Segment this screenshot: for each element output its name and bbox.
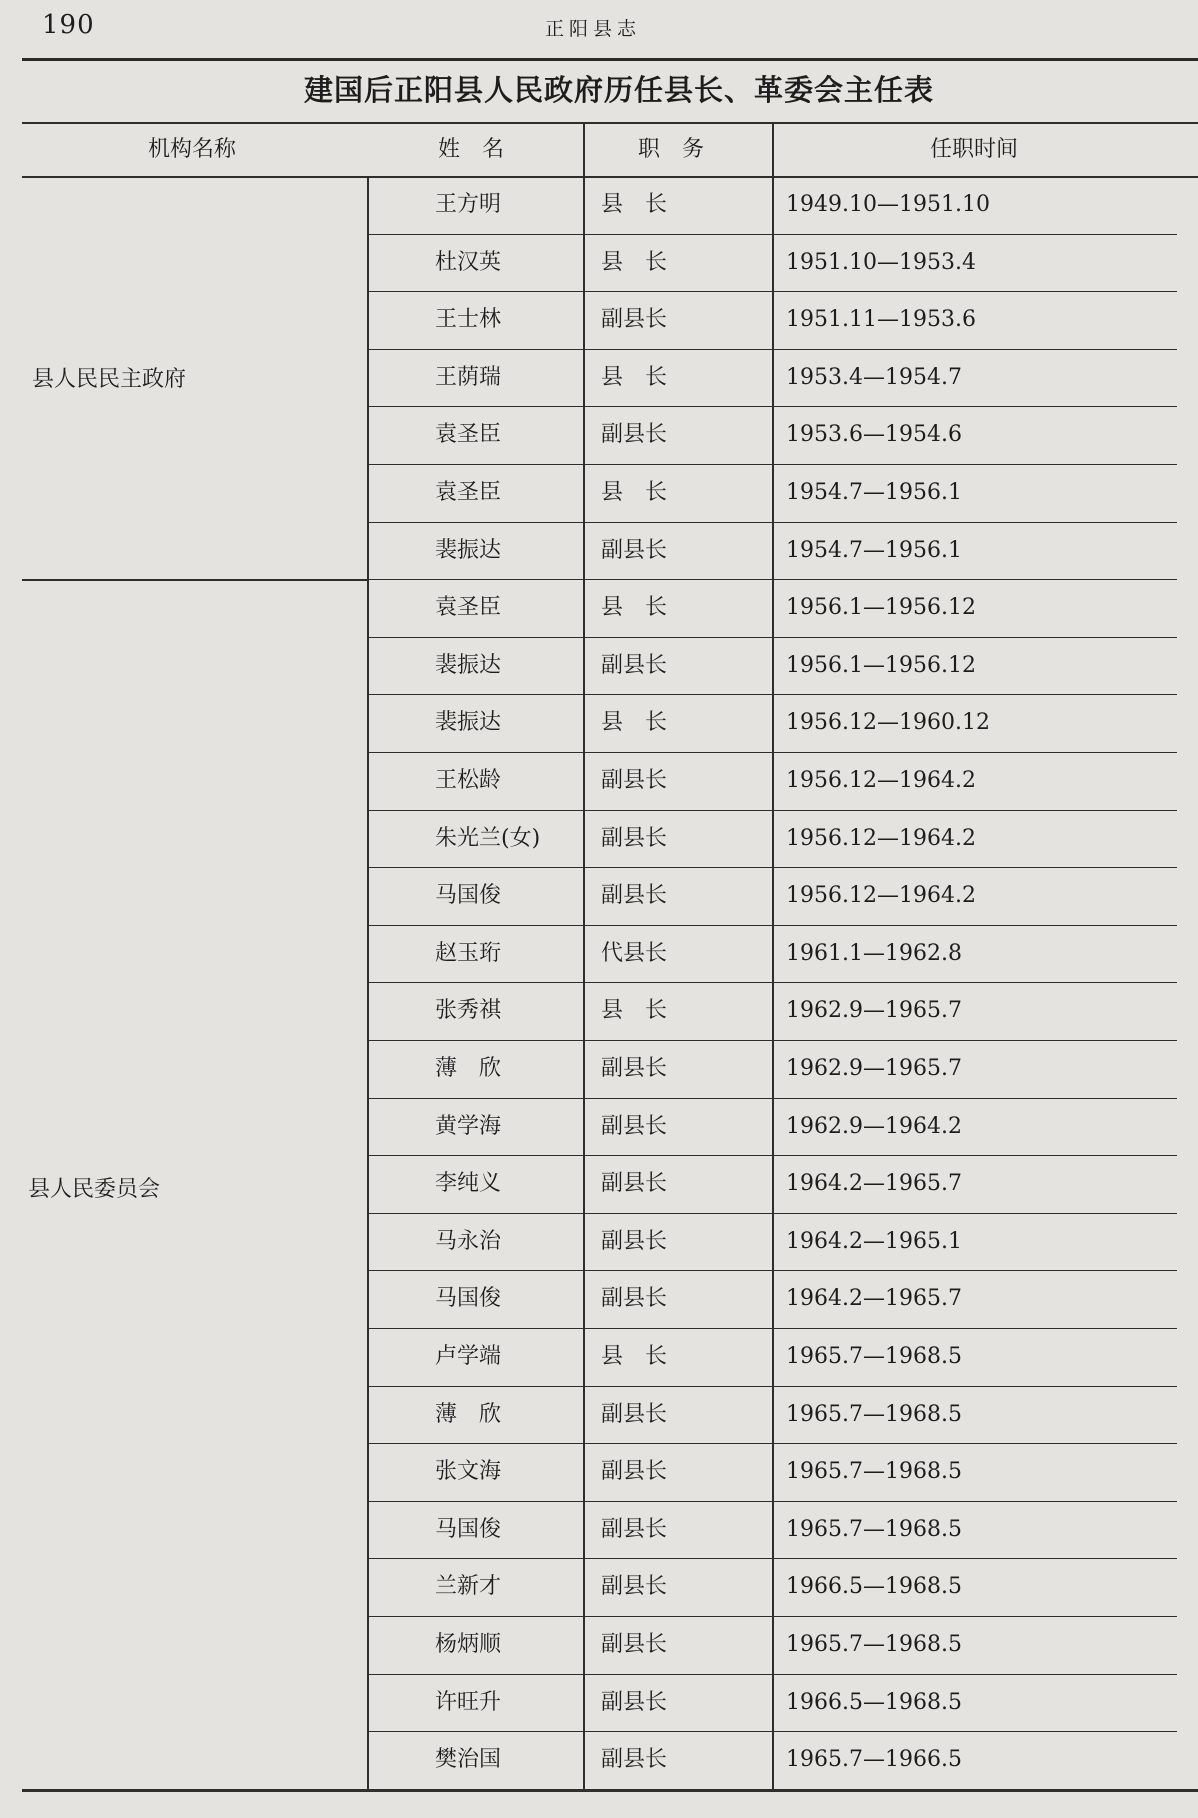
org-group-divider xyxy=(22,579,367,581)
term-of-office: 1965.7—1968.5 xyxy=(786,1517,962,1542)
official-position: 县 长 xyxy=(601,365,668,390)
term-of-office: 1951.10—1953.4 xyxy=(786,250,976,275)
table-title: 建国后正阳县人民政府历任县长、革委会主任表 xyxy=(303,73,934,107)
term-of-office: 1965.7—1968.5 xyxy=(786,1459,962,1484)
official-position: 副县长 xyxy=(601,653,668,678)
official-name: 卢学端 xyxy=(435,1344,502,1369)
term-of-office: 1966.5—1968.5 xyxy=(786,1574,962,1599)
official-position: 副县长 xyxy=(601,1402,668,1427)
official-position: 县 长 xyxy=(601,250,668,275)
term-of-office: 1965.7—1968.5 xyxy=(786,1632,962,1657)
official-position: 副县长 xyxy=(601,1286,668,1311)
term-of-office: 1951.11—1953.6 xyxy=(786,307,976,332)
term-of-office: 1966.5—1968.5 xyxy=(786,1690,962,1715)
official-name: 薄 欣 xyxy=(435,1402,502,1427)
official-name: 朱光兰(女) xyxy=(435,826,541,851)
term-of-office: 1956.12—1960.12 xyxy=(786,710,990,735)
official-position: 副县长 xyxy=(601,1747,668,1772)
official-name: 马永治 xyxy=(435,1229,502,1254)
official-name: 王松龄 xyxy=(435,768,502,793)
official-position: 副县长 xyxy=(601,1171,668,1196)
term-of-office: 1954.7—1956.1 xyxy=(786,480,962,505)
term-of-office: 1964.2—1965.7 xyxy=(786,1171,962,1196)
official-position: 副县长 xyxy=(601,1056,668,1081)
header-term: 任职时间 xyxy=(930,137,1019,162)
official-position: 副县长 xyxy=(601,538,668,563)
header-name: 姓 名 xyxy=(438,137,505,162)
term-of-office: 1954.7—1956.1 xyxy=(786,538,962,563)
official-name: 张秀祺 xyxy=(435,998,502,1023)
official-position: 县 长 xyxy=(601,192,668,217)
official-name: 黄学海 xyxy=(435,1114,502,1139)
org-label-people-democratic-government: 县人民民主政府 xyxy=(32,367,187,392)
official-name: 薄 欣 xyxy=(435,1056,502,1081)
official-position: 县 长 xyxy=(601,998,668,1023)
header-org: 机构名称 xyxy=(148,137,237,162)
col-divider-position xyxy=(772,122,774,1789)
org-label-people-committee: 县人民委员会 xyxy=(28,1177,161,1202)
official-name: 李纯义 xyxy=(435,1171,502,1196)
table-top-rule xyxy=(22,122,1198,124)
official-position: 县 长 xyxy=(601,1344,668,1369)
official-position: 副县长 xyxy=(601,1229,668,1254)
term-of-office: 1956.12—1964.2 xyxy=(786,768,976,793)
official-name: 兰新才 xyxy=(435,1574,502,1599)
term-of-office: 1965.7—1966.5 xyxy=(786,1747,962,1772)
term-of-office: 1965.7—1968.5 xyxy=(786,1344,962,1369)
official-name: 王荫瑞 xyxy=(435,365,502,390)
official-position: 副县长 xyxy=(601,307,668,332)
official-position: 副县长 xyxy=(601,1517,668,1542)
official-name: 裴振达 xyxy=(435,538,502,563)
term-of-office: 1962.9—1965.7 xyxy=(786,1056,962,1081)
official-position: 副县长 xyxy=(601,1114,668,1139)
official-name: 张文海 xyxy=(435,1459,502,1484)
term-of-office: 1962.9—1965.7 xyxy=(786,998,962,1023)
official-name: 裴振达 xyxy=(435,710,502,735)
official-name: 杜汉英 xyxy=(435,250,502,275)
running-head: 正阳县志 xyxy=(545,18,642,40)
term-of-office: 1956.1—1956.12 xyxy=(786,653,976,678)
page-number: 190 xyxy=(42,10,95,40)
official-position: 副县长 xyxy=(601,883,668,908)
official-position: 副县长 xyxy=(601,768,668,793)
official-name: 裴振达 xyxy=(435,653,502,678)
official-name: 马国俊 xyxy=(435,1286,502,1311)
official-position: 副县长 xyxy=(601,1574,668,1599)
official-name: 王方明 xyxy=(435,192,502,217)
term-of-office: 1965.7—1968.5 xyxy=(786,1402,962,1427)
header-position: 职 务 xyxy=(638,137,705,162)
term-of-office: 1956.12—1964.2 xyxy=(786,883,976,908)
official-position: 副县长 xyxy=(601,826,668,851)
official-position: 副县长 xyxy=(601,1690,668,1715)
term-of-office: 1953.4—1954.7 xyxy=(786,365,962,390)
official-name: 马国俊 xyxy=(435,883,502,908)
official-position: 县 长 xyxy=(601,710,668,735)
official-name: 马国俊 xyxy=(435,1517,502,1542)
official-name: 杨炳顺 xyxy=(435,1632,502,1657)
official-position: 县 长 xyxy=(601,595,668,620)
official-name: 袁圣臣 xyxy=(435,480,502,505)
table-bottom-rule xyxy=(22,1789,1198,1792)
official-name: 袁圣臣 xyxy=(435,422,502,447)
official-name: 赵玉珩 xyxy=(435,941,502,966)
official-position: 县 长 xyxy=(601,480,668,505)
term-of-office: 1956.12—1964.2 xyxy=(786,826,976,851)
col-divider-name xyxy=(583,122,585,1789)
official-name: 王士林 xyxy=(435,307,502,332)
official-position: 副县长 xyxy=(601,1459,668,1484)
top-rule xyxy=(22,58,1198,61)
term-of-office: 1964.2—1965.1 xyxy=(786,1229,962,1254)
term-of-office: 1956.1—1956.12 xyxy=(786,595,976,620)
official-name: 袁圣臣 xyxy=(435,595,502,620)
term-of-office: 1962.9—1964.2 xyxy=(786,1114,962,1139)
term-of-office: 1964.2—1965.7 xyxy=(786,1286,962,1311)
official-position: 代县长 xyxy=(601,941,668,966)
term-of-office: 1949.10—1951.10 xyxy=(786,192,990,217)
official-position: 副县长 xyxy=(601,422,668,447)
official-position: 副县长 xyxy=(601,1632,668,1657)
term-of-office: 1953.6—1954.6 xyxy=(786,422,962,447)
official-name: 许旺升 xyxy=(435,1690,502,1715)
official-name: 樊治国 xyxy=(435,1747,502,1772)
term-of-office: 1961.1—1962.8 xyxy=(786,941,962,966)
